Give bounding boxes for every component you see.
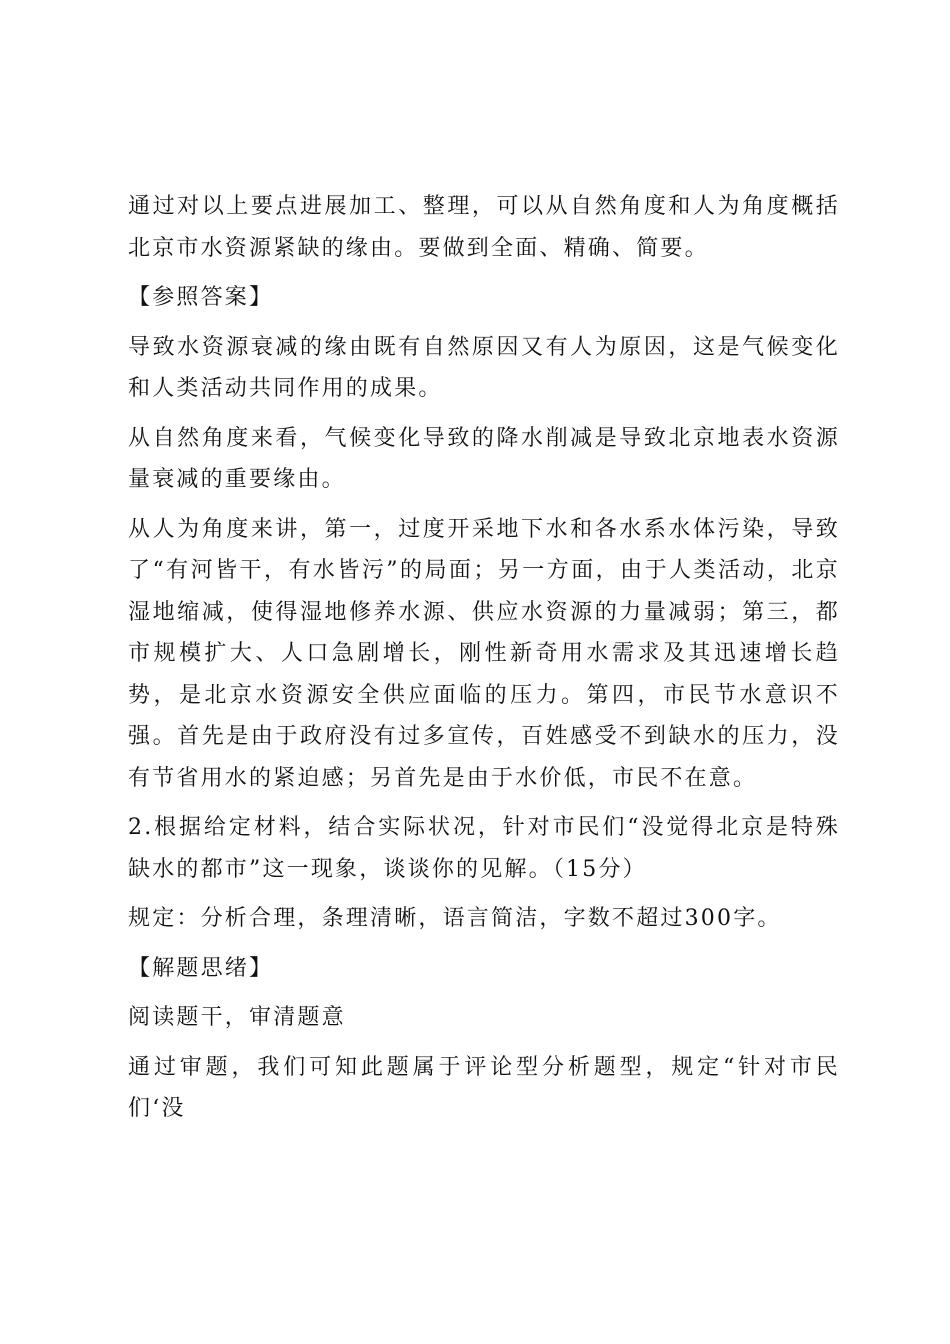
document-body	[128, 186, 840, 1138]
paragraph-requirements: 规定：分析合理，条理清晰，语言简洁，字数不超过300字。	[128, 906, 782, 931]
paragraph-question-2: 2.根据给定材料，结合实际状况，针对市民们“没觉得北京是特殊缺水的都市”这一现象，谈谈你的见解。（15分）	[128, 815, 840, 882]
paragraph-analysis: 通过审题，我们可知此题属于评论型分析题型，规定“针对市民们‘没	[128, 1054, 840, 1121]
paragraph-summary-method: 通过对以上要点进展加工、整理，可以从自然角度和人为角度概括北京市水资源紧缺的缘由。要做到全面、精确、简要。	[128, 194, 840, 261]
heading-reference-answer: 【参照答案】	[128, 285, 274, 310]
paragraph-human-cause: 从人为角度来讲，第一，过度开采地下水和各水系水体污染，导致了“有河皆干，有水皆污”的局面；另一方面，由于人类活动，北京湿地缩减，使得湿地修养水源、供应水资源的力量减弱；第三，都市规模扩大、人口急剧增长，刚性新奇用水需求及其迅速增长趋势，是北京水资源安全供应面临的压力。第四，市民节水意识不强。首先是由于政府没有过多宣传，百姓感受不到缺水的压力，没有节省用水的紧迫感；另首先是由于水价低，市民不在意。	[128, 516, 840, 791]
paragraph-natural-cause: 从自然角度来看，气候变化导致的降水削减是导致北京地表水资源量衰减的重要缘由。	[128, 425, 840, 492]
paragraph-answer-intro: 导致水资源衰减的缘由既有自然原因又有人为原因，这是气候变化和人类活动共同作用的成果。	[128, 334, 840, 401]
heading-solution-approach: 【解题思绪】	[128, 955, 274, 981]
paragraph-read-question: 阅读题干，审清题意	[128, 1005, 346, 1030]
